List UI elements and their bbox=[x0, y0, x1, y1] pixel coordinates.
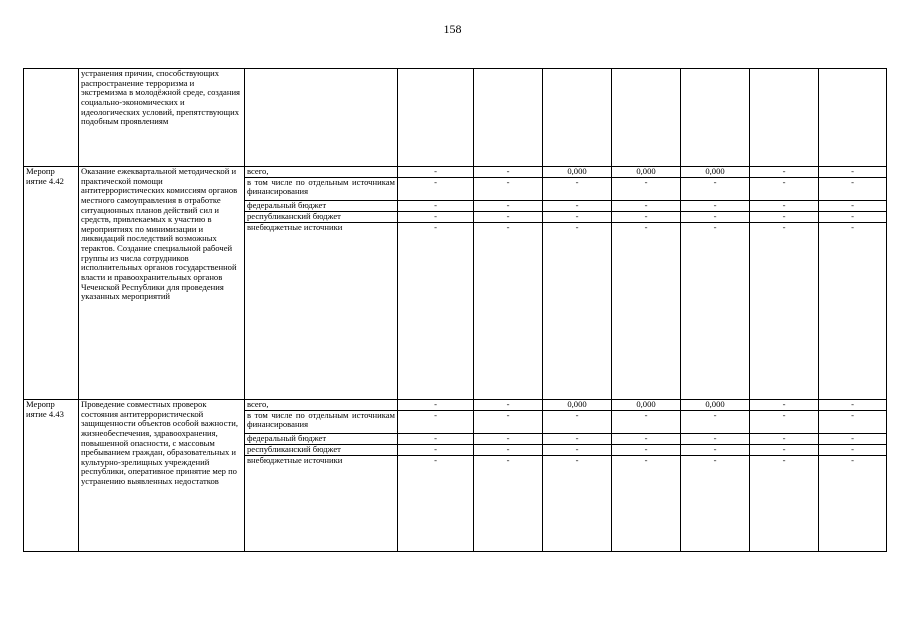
source-cell: федеральный бюджет bbox=[245, 434, 398, 445]
value-cell: - bbox=[819, 167, 887, 178]
value-cell: - bbox=[543, 445, 612, 456]
value-cell: 0,000 bbox=[681, 167, 750, 178]
source-cell: всего, bbox=[245, 167, 398, 178]
value-cell: - bbox=[398, 434, 474, 445]
value-cell: - bbox=[543, 178, 612, 201]
value-cell: - bbox=[681, 223, 750, 400]
value-cell: - bbox=[612, 178, 681, 201]
value-cell: - bbox=[398, 400, 474, 411]
value-cell: - bbox=[612, 456, 681, 552]
value-cell: - bbox=[819, 411, 887, 434]
value-cell: - bbox=[681, 445, 750, 456]
value-cell: - bbox=[543, 212, 612, 223]
source-cell: всего, bbox=[245, 400, 398, 411]
value-cell: - bbox=[612, 212, 681, 223]
value-cell: - bbox=[681, 201, 750, 212]
value-cell: - bbox=[750, 178, 819, 201]
source-cell bbox=[245, 69, 398, 167]
value-cell: - bbox=[612, 434, 681, 445]
value-cell: - bbox=[819, 434, 887, 445]
value-cell: - bbox=[398, 178, 474, 201]
source-cell: республиканский бюджет bbox=[245, 212, 398, 223]
value-cell: - bbox=[612, 201, 681, 212]
value-cell: - bbox=[819, 201, 887, 212]
measure-label: Меропр иятие 4.42 bbox=[24, 167, 79, 400]
value-cell: - bbox=[681, 411, 750, 434]
value-cell: - bbox=[474, 223, 543, 400]
value-cell: - bbox=[398, 212, 474, 223]
value-cell: - bbox=[543, 434, 612, 445]
value-cell: - bbox=[750, 201, 819, 212]
table-row bbox=[24, 400, 887, 411]
value-cell: - bbox=[750, 434, 819, 445]
value-cell: - bbox=[681, 456, 750, 552]
value-cell: - bbox=[543, 411, 612, 434]
value-cell: 0,000 bbox=[543, 167, 612, 178]
value-cell: 0,000 bbox=[612, 400, 681, 411]
value-cell: - bbox=[398, 445, 474, 456]
source-cell: внебюджетные источники bbox=[245, 456, 398, 552]
value-cell: - bbox=[750, 456, 819, 552]
value-cell: - bbox=[750, 167, 819, 178]
table-row bbox=[24, 167, 887, 178]
value-cell: - bbox=[819, 178, 887, 201]
value-cell: - bbox=[750, 411, 819, 434]
value-cell: - bbox=[398, 456, 474, 552]
label-cell bbox=[24, 69, 79, 167]
value-cell: - bbox=[819, 445, 887, 456]
value-cell: - bbox=[819, 212, 887, 223]
value-cell: - bbox=[543, 456, 612, 552]
value-cell: - bbox=[681, 212, 750, 223]
value-cell: 0,000 bbox=[612, 167, 681, 178]
funding-table bbox=[23, 68, 887, 552]
value-cell: - bbox=[750, 400, 819, 411]
value-cell: - bbox=[612, 445, 681, 456]
value-cell: - bbox=[474, 445, 543, 456]
value-cell: 0,000 bbox=[681, 400, 750, 411]
source-cell: внебюджетные источники bbox=[245, 223, 398, 400]
continuation-row bbox=[24, 69, 887, 167]
value-cell: - bbox=[474, 212, 543, 223]
value-cell: - bbox=[474, 201, 543, 212]
value-cell: - bbox=[819, 456, 887, 552]
source-cell: в том числе по отдельным источникам финансирования bbox=[245, 411, 398, 434]
value-cell: - bbox=[612, 223, 681, 400]
source-cell: республиканский бюджет bbox=[245, 445, 398, 456]
measure-description: Проведение совместных проверок состояния антитеррористической защищенности объектов особой важности, жизнеобеспечения, здравоохранения, повышенной опасности, с массовым пребыванием граждан, образовательных и культурно-зрелищных учреждений республики, оперативное принятие мер по устранению выявленных недостатков bbox=[79, 400, 245, 552]
value-cell: - bbox=[474, 178, 543, 201]
value-cell: - bbox=[543, 201, 612, 212]
value-cell: - bbox=[398, 167, 474, 178]
value-cell: 0,000 bbox=[543, 400, 612, 411]
value-cell: - bbox=[819, 223, 887, 400]
page-number: 158 bbox=[443, 22, 462, 36]
value-cell: - bbox=[398, 201, 474, 212]
value-cell: - bbox=[681, 178, 750, 201]
value-cell: - bbox=[750, 212, 819, 223]
value-cell: - bbox=[474, 167, 543, 178]
measure-description: Оказание ежеквартальной методической и практической помощи антитеррористических комиссиям органов местного самоуправления в отработке ситуационных планов действий сил и средств, привлекаемых к участию в мероприятиях по минимизации и ликвидаций последствий возможных терактов. Создание специальной рабочей группы из числа сотрудников исполнительных органов государственной власти и правоохранительных органов Чеченской Республики для проведения указанных мероприятий bbox=[79, 167, 245, 400]
value-cell: - bbox=[681, 434, 750, 445]
measure-label: Меропр иятие 4.43 bbox=[24, 400, 79, 552]
value-cell: - bbox=[474, 456, 543, 552]
source-cell: федеральный бюджет bbox=[245, 201, 398, 212]
value-cell: - bbox=[750, 445, 819, 456]
value-cell: - bbox=[819, 400, 887, 411]
value-cell: - bbox=[398, 223, 474, 400]
value-cell: - bbox=[398, 411, 474, 434]
value-cell: - bbox=[474, 400, 543, 411]
value-cell: - bbox=[474, 434, 543, 445]
continuation-description: устранения причин, способствующих распространение терроризма и экстремизма в молодёжной среде, создания социально-экономических и идеологических условий, препятствующих подобным проявлениям bbox=[79, 69, 245, 167]
source-cell: в том числе по отдельным источникам финансирования bbox=[245, 178, 398, 201]
value-cell: - bbox=[612, 411, 681, 434]
value-cell: - bbox=[750, 223, 819, 400]
value-cell: - bbox=[543, 223, 612, 400]
value-cell: - bbox=[474, 411, 543, 434]
